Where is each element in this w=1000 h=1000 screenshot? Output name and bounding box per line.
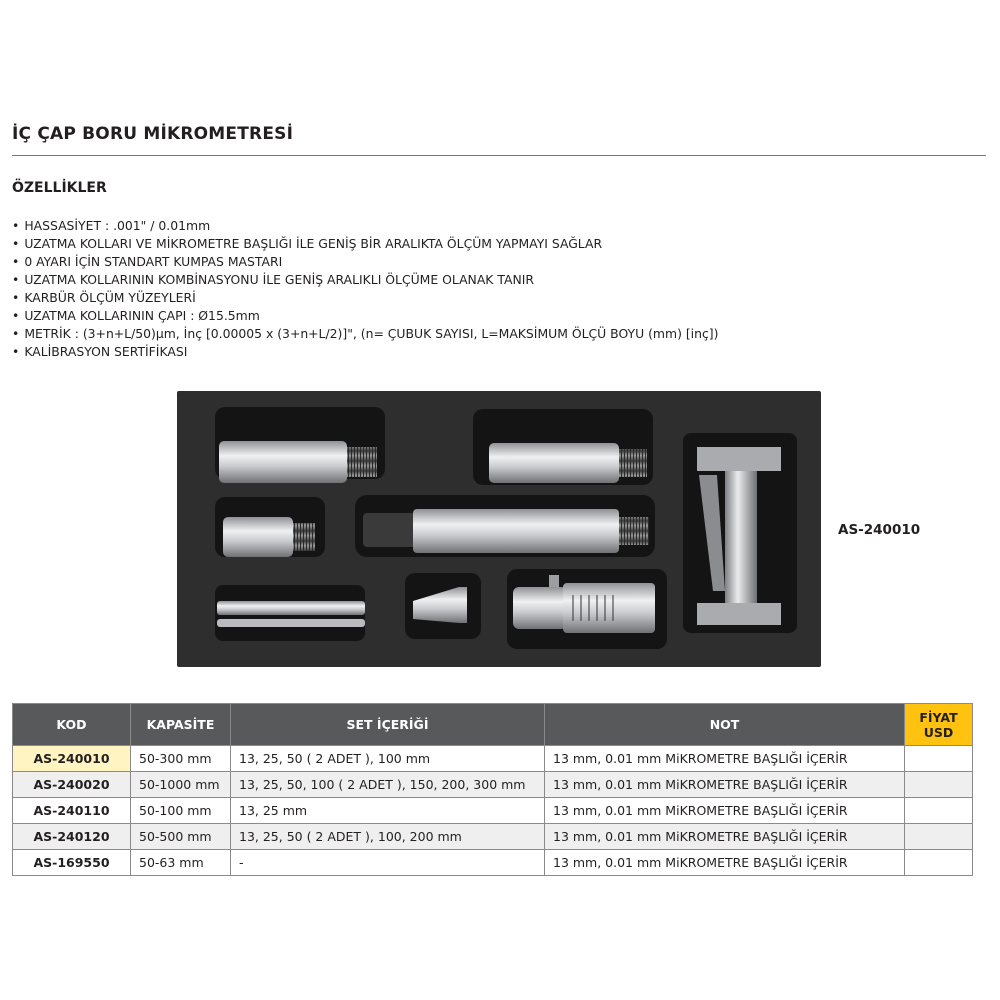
column-header-price [905,704,973,746]
cell-set: - [231,850,545,876]
features-heading: ÖZELLİKLER [12,180,107,196]
cell-set: 13, 25, 50 ( 2 ADET ), 100, 200 mm [231,824,545,850]
feature-item: • 0 AYARI İÇİN STANDART KUMPAS MASTARI [12,253,718,271]
cell-not: 13 mm, 0.01 mm MiKROMETRE BAŞLIĞI İÇERİR [545,798,905,824]
cell-kod: AS-169550 [13,850,131,876]
cell-kapasite: 50-63 mm [131,850,231,876]
cell-not: 13 mm, 0.01 mm MiKROMETRE BAŞLIĞI İÇERİR [545,746,905,772]
cell-price [905,746,973,772]
cell-kapasite: 50-500 mm [131,824,231,850]
feature-item: • UZATMA KOLLARININ ÇAPI : Ø15.5mm [12,307,718,325]
cell-not: 13 mm, 0.01 mm MiKROMETRE BAŞLIĞI İÇERİR [545,772,905,798]
cell-not: 13 mm, 0.01 mm MiKROMETRE BAŞLIĞI İÇERİR [545,824,905,850]
table-header-row [13,704,973,746]
product-photo [177,391,821,667]
feature-item: • HASSASİYET : .001" / 0.01mm [12,217,718,235]
price-header-line1: FİYAT [919,709,958,725]
cell-price [905,798,973,824]
feature-item: • KALİBRASYON SERTİFİKASI [12,343,718,361]
column-header-not: NOT [545,704,905,746]
title-divider [12,155,986,156]
cell-kapasite: 50-100 mm [131,798,231,824]
cell-kapasite: 50-300 mm [131,746,231,772]
price-header-line2: USD [923,724,954,740]
cell-kapasite: 50-1000 mm [131,772,231,798]
cell-set: 13, 25 mm [231,798,545,824]
table-row [13,850,973,876]
cell-price [905,772,973,798]
micrometer-set-illustration [177,391,821,667]
cell-kod: AS-240010 [13,746,131,772]
feature-item: • METRİK : (3+n+L/50)μm, İnç [0.00005 x (3+n+L/2)]", (n= ÇUBUK SAYISI, L=MAKSİMUM ÖLÇÜ BOYU (mm) [inç]) [12,325,718,343]
feature-item: • UZATMA KOLLARI VE MİKROMETRE BAŞLIĞI İLE GENİŞ BİR ARALIKTA ÖLÇÜM YAPMAYI SAĞLAR [12,235,718,253]
feature-item: • KARBÜR ÖLÇÜM YÜZEYLERİ [12,289,718,307]
cell-kod: AS-240120 [13,824,131,850]
page-title: İÇ ÇAP BORU MİKROMETRESİ [12,124,294,144]
table-row [13,746,973,772]
cell-kod: AS-240020 [13,772,131,798]
cell-price [905,824,973,850]
table-row [13,824,973,850]
cell-set: 13, 25, 50, 100 ( 2 ADET ), 150, 200, 300 mm [231,772,545,798]
product-table [12,703,973,876]
features-list [12,217,718,361]
column-header-kod: KOD [13,704,131,746]
table-row [13,798,973,824]
cell-not: 13 mm, 0.01 mm MiKROMETRE BAŞLIĞI İÇERİR [545,850,905,876]
photo-product-code: AS-240010 [838,522,921,538]
cell-kod: AS-240110 [13,798,131,824]
column-header-set: SET İÇERİĞİ [231,704,545,746]
table-row [13,772,973,798]
column-header-kapasite: KAPASİTE [131,704,231,746]
cell-price [905,850,973,876]
feature-item: • UZATMA KOLLARININ KOMBİNASYONU İLE GENİŞ ARALIKLI ÖLÇÜME OLANAK TANIR [12,271,718,289]
cell-set: 13, 25, 50 ( 2 ADET ), 100 mm [231,746,545,772]
